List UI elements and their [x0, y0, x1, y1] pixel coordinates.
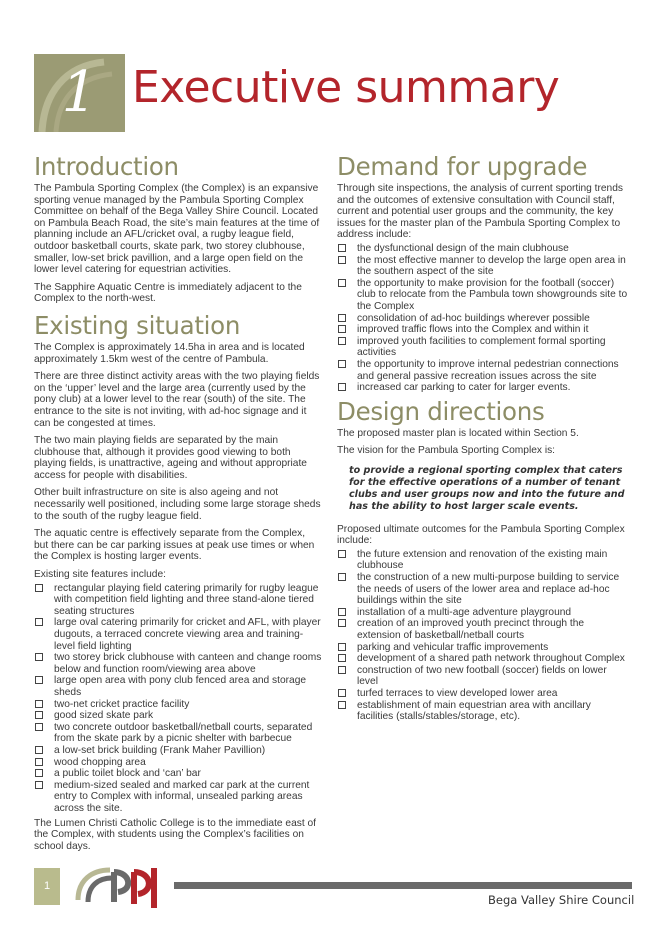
list-item: a public toilet block and ‘can’ bar: [34, 768, 322, 780]
checkbox-icon: [35, 769, 43, 777]
demand-issues-list: [337, 243, 629, 394]
checkbox-icon: [338, 643, 346, 651]
list-item: a low-set brick building (Frank Maher Pavillion): [34, 745, 322, 757]
intro-paragraph-2: The Sapphire Aquatic Centre is immediately adjacent to the Complex to the north-west.: [34, 281, 302, 305]
existing-paragraph-5: The aquatic centre is effectively separate from the Complex, but there can be car parking issues at peak use times or when the Complex is hosting larger events.: [34, 528, 315, 563]
list-item: rectangular playing field catering primarily for rugby league with competition field lighting and three stand-alone tiered seating structures: [34, 583, 322, 618]
existing-paragraph-1: The Complex is approximately 14.5ha in area and is located approximately 1.5km west of the centre of Pambula.: [34, 341, 305, 365]
checkbox-icon: [35, 584, 43, 592]
list-item: consolidation of ad-hoc buildings wherever possible: [337, 313, 629, 325]
intro-paragraph-1: The Pambula Sporting Complex (the Complex) is an expansive sporting venue managed by the Pambula Sporting Complex Committee on behalf of the Bega Valley Shire Council. Located on Pambula Beach Road, the site’s main features at the time of planning include an AFL/cricket oval, a rugby league field, outdoor basketball courts, skate park, two storey clubhouse, smaller, low-set brick pavillion, and a large open field on the lower level catering for equestrian activities.: [34, 183, 320, 276]
checkbox-icon: [35, 711, 43, 719]
outcomes-intro: Proposed ultimate outcomes for the Pambula Sporting Complex include:: [337, 523, 625, 547]
existing-features-list: [34, 583, 322, 815]
list-item: two storey brick clubhouse with canteen and change rooms below and function room/viewing area above: [34, 652, 322, 675]
checkbox-icon: [35, 723, 43, 731]
outcomes-list: [337, 549, 629, 723]
checkbox-icon: [338, 689, 346, 697]
checkbox-icon: [338, 573, 346, 581]
list-item: improved traffic flows into the Complex and within it: [337, 324, 629, 336]
design-directions-heading: Design directions: [337, 396, 545, 426]
checkbox-icon: [338, 666, 346, 674]
checkbox-icon: [338, 360, 346, 368]
checkbox-icon: [35, 653, 43, 661]
right-column: [337, 152, 629, 726]
existing-paragraph-2: There are three distinct activity areas with the two playing fields on the ‘upper’ level and the large area (currently used by the pony club) at a lower level to the rear (south) of the site. The entrance to the site is not inviting, with ad-hoc signage and it can be congested at times.: [34, 371, 320, 429]
list-item: improved youth facilities to complement formal sporting activities: [337, 336, 629, 359]
checkbox-icon: [35, 746, 43, 754]
checkbox-icon: [338, 654, 346, 662]
checkbox-icon: [338, 619, 346, 627]
list-item: wood chopping area: [34, 757, 322, 769]
checkbox-icon: [338, 383, 346, 391]
checkbox-icon: [35, 781, 43, 789]
checkbox-icon: [35, 618, 43, 626]
demand-heading: Demand for upgrade: [337, 152, 588, 181]
council-name: Bega Valley Shire Council: [488, 893, 635, 907]
page-number: 1: [34, 868, 60, 905]
left-column: [34, 152, 322, 858]
list-item: two-net cricket practice facility: [34, 699, 322, 711]
council-logo-graphic: [74, 862, 170, 912]
list-item: creation of an improved youth precinct through the extension of basketball/netball courts: [337, 618, 629, 641]
list-item: the future extension and renovation of the existing main clubhouse: [337, 549, 629, 572]
page-title: Executive summary: [132, 62, 560, 113]
closing-paragraph: The Lumen Christi Catholic College is to the immediate east of the Complex, with students using the Complex’s facilities on school days.: [34, 817, 316, 852]
checkbox-icon: [338, 314, 346, 322]
list-item: installation of a multi-age adventure playground: [337, 607, 629, 619]
existing-paragraph-3: The two main playing fields are separated by the main clubhouse that, although it provides good viewing to both playing fields, is unattractive, ageing and without appropriate access for people with disabilities.: [34, 435, 307, 481]
checkbox-icon: [338, 337, 346, 345]
list-item: the dysfunctional design of the main clubhouse: [337, 243, 629, 255]
demand-intro: Through site inspections, the analysis of current sporting trends and the outcomes of extensive consultation with Council staff, current and potential user groups and the community, the key issues for the master plan of the Pambula Sporting Complex to address include:: [337, 183, 623, 241]
list-item: turfed terraces to view developed lower area: [337, 688, 629, 700]
checkbox-icon: [338, 701, 346, 709]
checkbox-icon: [338, 325, 346, 333]
list-item: parking and vehicular traffic improvements: [337, 642, 629, 654]
checkbox-icon: [35, 700, 43, 708]
list-item: establishment of main equestrian area with ancillary facilities (stalls/stables/storage, etc).: [337, 700, 629, 723]
list-item: the opportunity to make provision for the football (soccer) club to relocate from the Pambula town showgrounds site to the Complex: [337, 278, 629, 313]
list-item: the opportunity to improve internal pedestrian connections and general passive recreation issues across the site: [337, 359, 629, 382]
checkbox-icon: [35, 758, 43, 766]
checkbox-icon: [338, 279, 346, 287]
section-number: 1: [61, 60, 98, 125]
design-paragraph-1: The proposed master plan is located within Section 5.: [337, 427, 579, 439]
list-item: the most effective manner to develop the large open area in the southern aspect of the site: [337, 255, 629, 278]
checkbox-icon: [338, 608, 346, 616]
list-item: large oval catering primarily for cricket and AFL, with player dugouts, a terraced concrete viewing area and training-level field lighting: [34, 617, 322, 652]
footer-divider: [174, 882, 632, 889]
list-item: increased car parking to cater for larger events.: [337, 382, 629, 394]
list-item: construction of two new football (soccer) fields on lower level: [337, 665, 629, 688]
checkbox-icon: [338, 550, 346, 558]
introduction-heading: Introduction: [34, 152, 179, 181]
list-item: medium-sized sealed and marked car park at the current entry to Complex with informal, unsealed parking areas across the site.: [34, 780, 322, 815]
checkbox-icon: [35, 676, 43, 684]
existing-paragraph-4: Other built infrastructure on site is also ageing and not necessarily well positioned, including some large storage sheds to the south of the rugby league field.: [34, 487, 321, 522]
features-list-intro: Existing site features include:: [34, 569, 166, 581]
vision-statement: to provide a regional sporting complex that caters for the effective operations of a number of tenant clubs and user groups now and into the future and has the ability to host larger scale events.: [349, 464, 625, 513]
design-paragraph-2: The vision for the Pambula Sporting Complex is:: [337, 445, 556, 457]
list-item: good sized skate park: [34, 710, 322, 722]
section-number-badge: [34, 54, 125, 132]
list-item: two concrete outdoor basketball/netball courts, separated from the skate park by a picnic shelter with barbecue: [34, 722, 322, 745]
checkbox-icon: [338, 256, 346, 264]
list-item: large open area with pony club fenced area and storage sheds: [34, 675, 322, 698]
existing-situation-heading: Existing situation: [34, 310, 241, 340]
list-item: development of a shared path network throughout Complex: [337, 653, 629, 665]
checkbox-icon: [338, 244, 346, 252]
list-item: the construction of a new multi-purpose building to service the needs of users of the lower area and replace ad-hoc buildings within the site: [337, 572, 629, 607]
